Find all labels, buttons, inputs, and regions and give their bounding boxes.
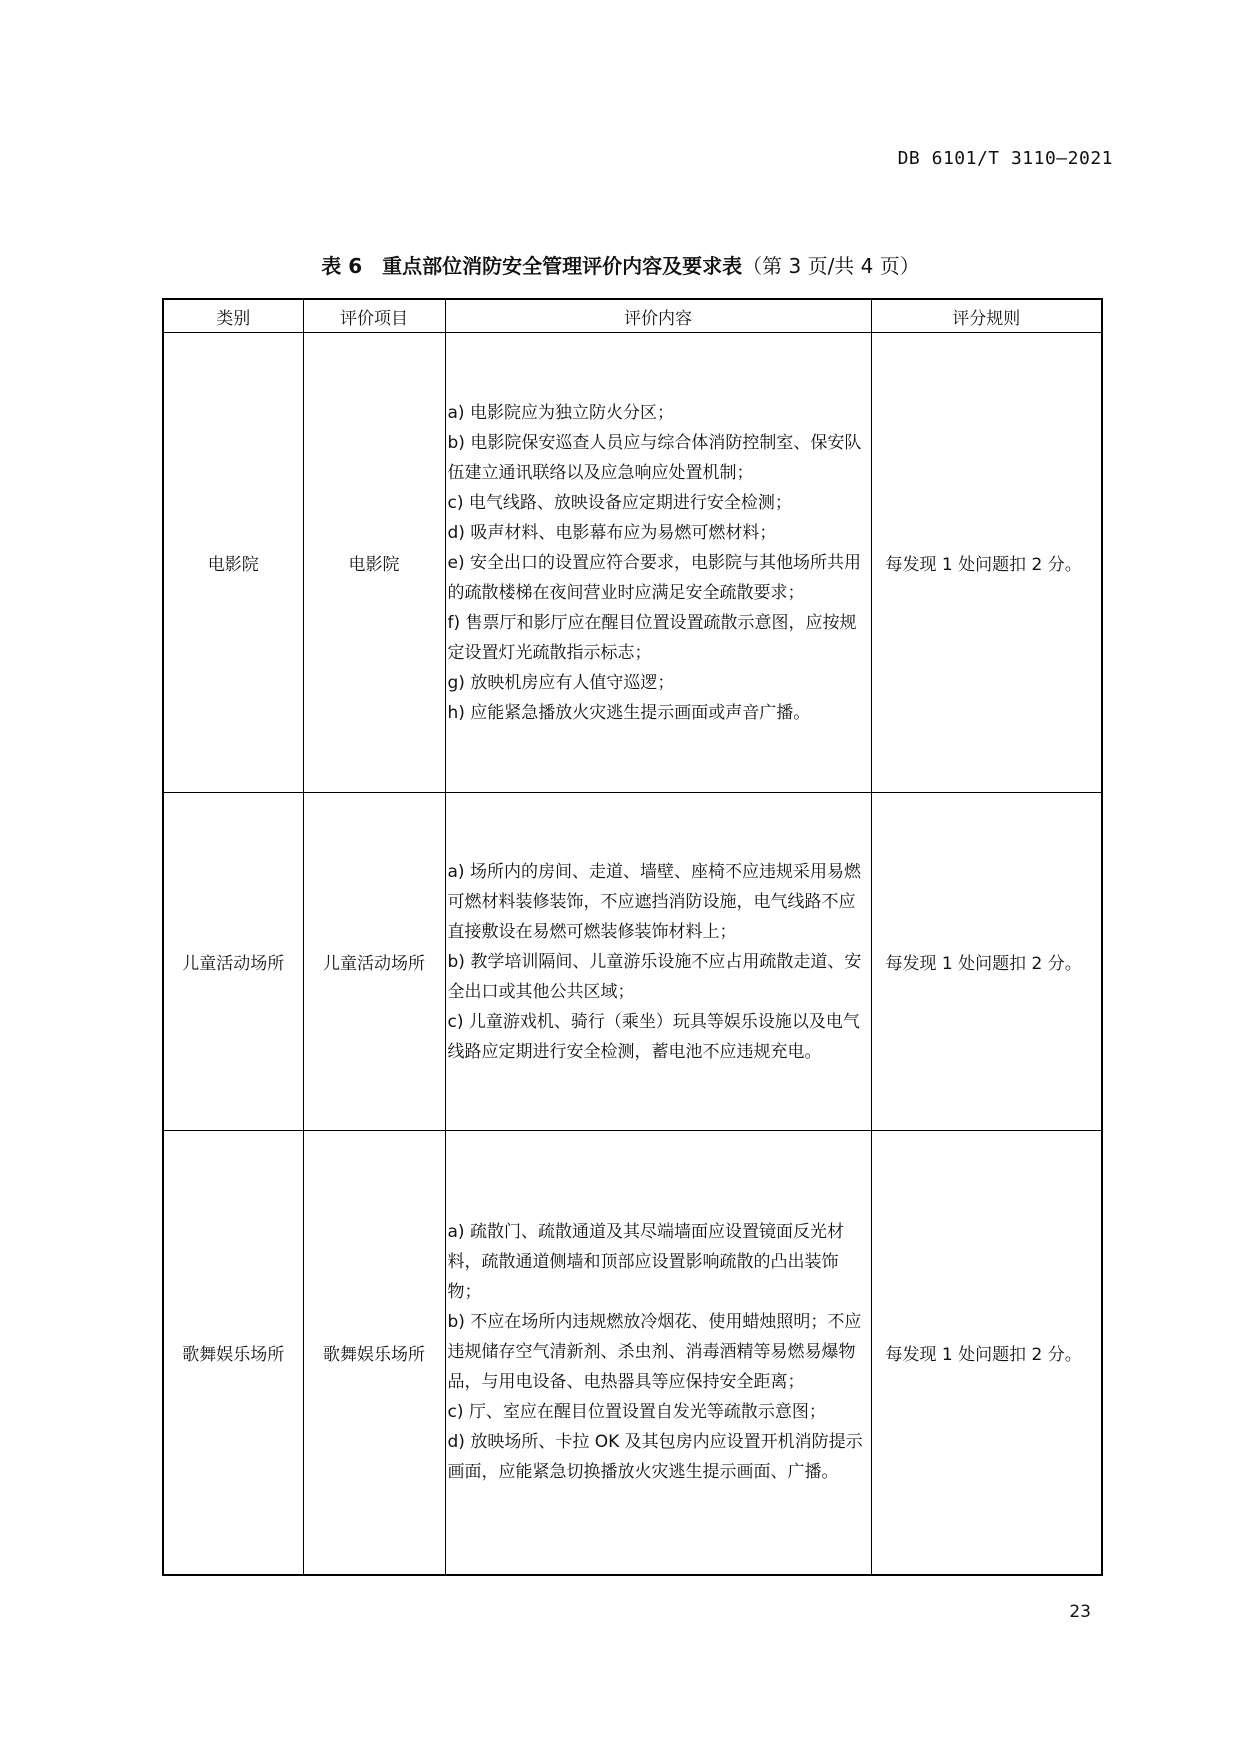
table-title — [0, 250, 1241, 279]
page-number: 23 — [1069, 1602, 1091, 1622]
row-category: 歌舞娱乐场所 — [163, 1131, 303, 1575]
content-line: b) 教学培训隔间、儿童游乐设施不应占用疏散走道、安全出口或其他公共区域； — [447, 951, 862, 1002]
row-score: 每发现 1 处问题扣 2 分。 — [871, 1131, 1102, 1575]
content-line: c) 儿童游戏机、骑行（乘坐）玩具等娱乐设施以及电气线路应定期进行安全检测，蓄电池不应违规充电。 — [447, 1011, 860, 1062]
table-title-label: 表 6 重点部位消防安全管理评价内容及要求表 — [321, 254, 743, 278]
content-line: d) 吸声材料、电影幕布应为易燃可燃材料； — [447, 522, 777, 543]
table-row — [163, 1131, 1102, 1575]
content-line: c) 厅、室应在醒目位置设置自发光等疏散示意图； — [447, 1402, 826, 1423]
content-line: b) 不应在场所内违规燃放冷烟花、使用蜡烛照明；不应违规储存空气清新剂、杀虫剂、消毒酒精等易燃易爆物品，与用电设备、电热器具等应保持安全距离； — [447, 1312, 862, 1393]
table-header-row — [163, 299, 1102, 333]
row-item: 歌舞娱乐场所 — [303, 1131, 445, 1575]
header-category: 类别 — [163, 299, 303, 333]
evaluation-table — [162, 298, 1103, 1576]
row-item: 儿童活动场所 — [303, 793, 445, 1131]
row-item: 电影院 — [303, 333, 445, 793]
content-line: h) 应能紧急播放火灾逃生提示画面或声音广播。 — [447, 702, 811, 723]
content-line: a) 场所内的房间、走道、墙壁、座椅不应违规采用易燃可燃材料装修装饰，不应遮挡消防设施，电气线路不应直接敷设在易燃可燃装修装饰材料上； — [447, 861, 861, 942]
row-score: 每发现 1 处问题扣 2 分。 — [871, 333, 1102, 793]
row-category: 儿童活动场所 — [163, 793, 303, 1131]
table-row — [163, 333, 1102, 793]
content-line: a) 疏散门、疏散通道及其尽端墙面应设置镜面反光材料，疏散通道侧墙和顶部应设置影响疏散的凸出装饰物； — [447, 1222, 844, 1303]
content-line: c) 电气线路、放映设备应定期进行安全检测； — [447, 492, 792, 513]
row-content — [445, 1131, 871, 1575]
content-line: b) 电影院保安巡查人员应与综合体消防控制室、保安队伍建立通讯联络以及应急响应处置机制； — [447, 432, 862, 483]
content-line: e) 安全出口的设置应符合要求，电影院与其他场所共用的疏散楼梯在夜间营业时应满足安全疏散要求； — [447, 552, 861, 603]
content-line: d) 放映场所、卡拉 OK 及其包房内应设置开机消防提示画面，应能紧急切换播放火灾逃生提示画面、广播。 — [447, 1432, 863, 1483]
row-content — [445, 793, 871, 1131]
row-score: 每发现 1 处问题扣 2 分。 — [871, 793, 1102, 1131]
header-item: 评价项目 — [303, 299, 445, 333]
content-line: f) 售票厅和影厅应在醒目位置设置疏散示意图，应按规定设置灯光疏散指示标志； — [447, 612, 857, 663]
row-category: 电影院 — [163, 333, 303, 793]
content-line: g) 放映机房应有人值守巡逻； — [447, 672, 675, 693]
row-content — [445, 333, 871, 793]
table-row — [163, 793, 1102, 1131]
content-line: a) 电影院应为独立防火分区； — [447, 402, 674, 423]
table-title-page-info: （第 3 页/共 4 页） — [742, 254, 920, 278]
header-content: 评价内容 — [445, 299, 871, 333]
header-score: 评分规则 — [871, 299, 1102, 333]
document-code: DB 6101/T 3110—2021 — [897, 148, 1113, 169]
